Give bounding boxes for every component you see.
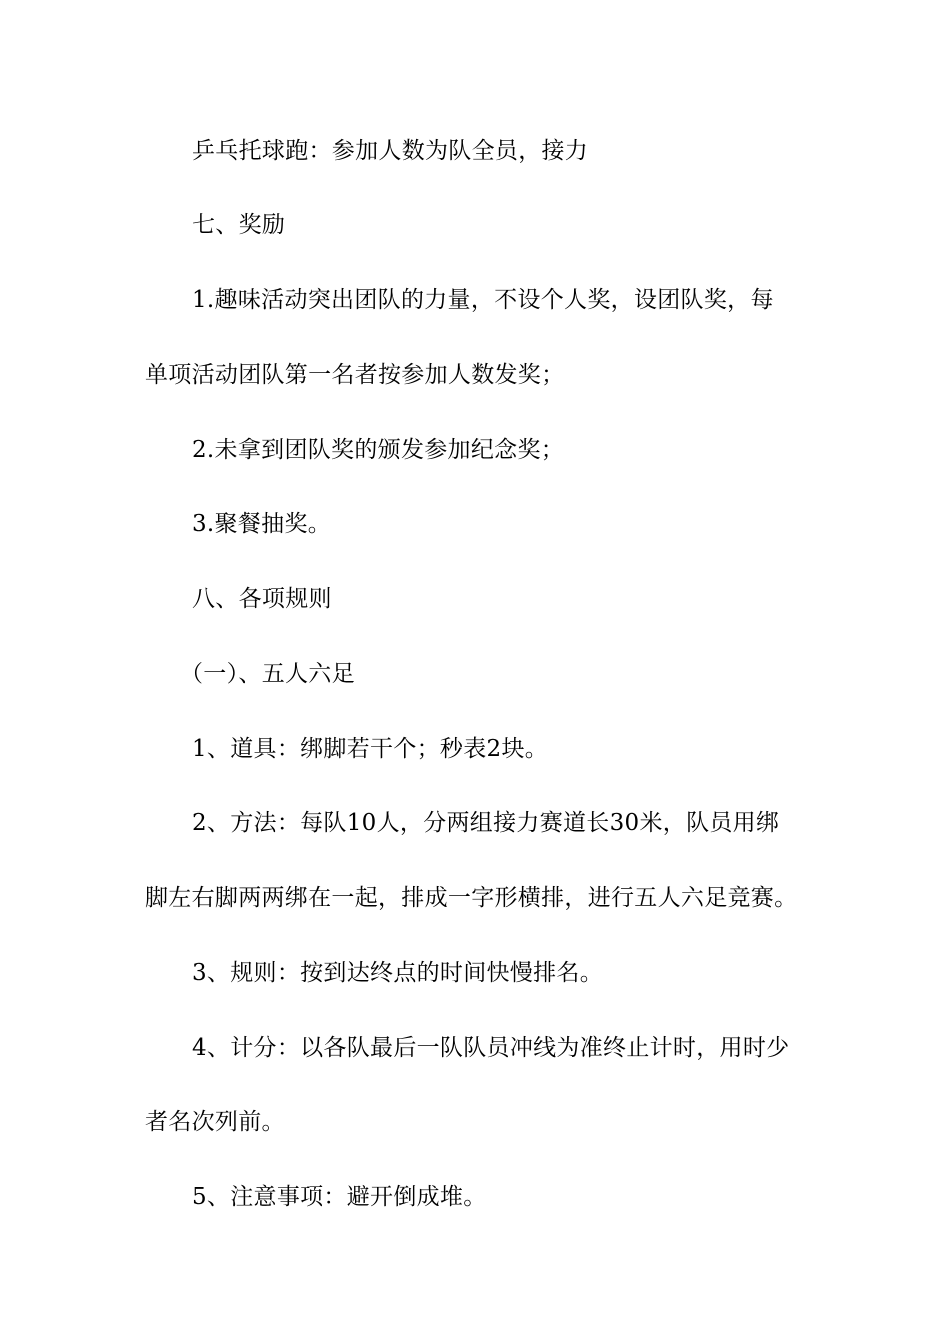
rule-item-scoring-line-1: 4、计分：以各队最后一队队员冲线为准终止计时，用时少 (192, 1035, 790, 1061)
paragraph-ping-pong-relay: 乒乓托球跑：参加人数为队全员，接力 (192, 138, 589, 164)
rule-item-notes: 5、注意事项：避开倒成堆。 (192, 1184, 487, 1210)
reward-item-2: 2.未拿到团队奖的颁发参加纪念奖； (192, 437, 565, 463)
rule-item-method-line-1: 2、方法：每队10人，分两组接力赛道长30米，队员用绑 (192, 810, 780, 836)
rule-item-props: 1、道具：绑脚若干个；秒表2块。 (192, 736, 549, 762)
heading-rules: 八、各项规则 (192, 586, 332, 612)
rule-item-rules: 3、规则：按到达终点的时间快慢排名。 (192, 960, 604, 986)
reward-item-3: 3.聚餐抽奖。 (192, 511, 332, 537)
rule-item-scoring-line-2: 者名次列前。 (145, 1109, 285, 1135)
reward-item-1-line-2: 单项活动团队第一名者按参加人数发奖； (145, 362, 565, 388)
rule-item-method-line-2: 脚左右脚两两绑在一起，排成一字形横排，进行五人六足竞赛。 (145, 885, 798, 911)
heading-rewards: 七、奖励 (192, 212, 286, 238)
subheading-five-people-six-feet: （一）、五人六足 (180, 661, 355, 687)
reward-item-1-line-1: 1.趣味活动突出团队的力量，不设个人奖，设团队奖，每 (192, 287, 774, 313)
